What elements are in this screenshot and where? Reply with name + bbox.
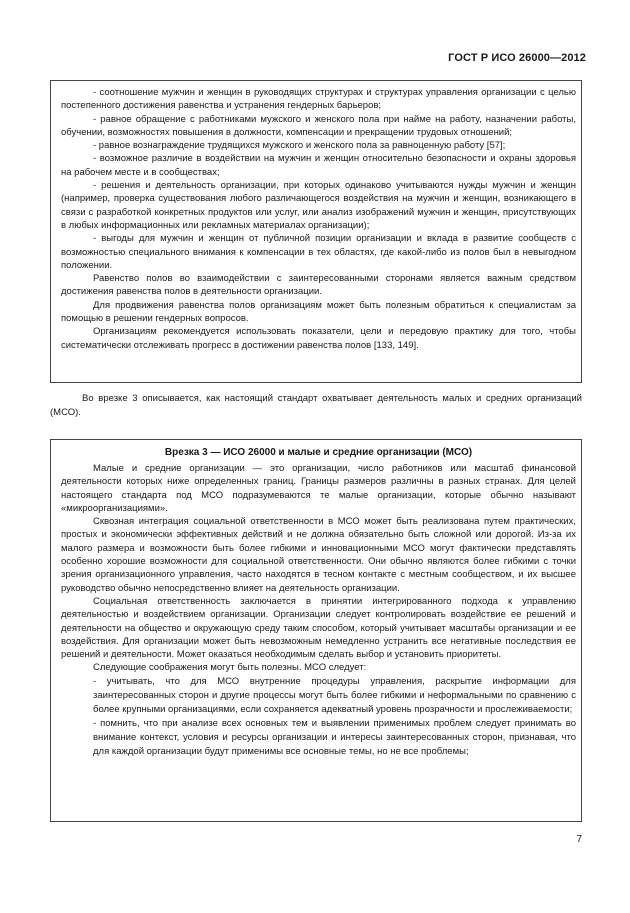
- intro-paragraph: Во врезке 3 описывается, как настоящий стандарт охватывает деятельность малых и средних организаций (МСО).: [50, 393, 582, 418]
- document-header: ГОСТ Р ИСО 26000—2012: [448, 52, 586, 64]
- box1-paragraph: Для продвижения равенства полов организациям может быть полезным обратиться к специалистам за помощью в решении гендерных вопросов.: [61, 299, 576, 325]
- box3-paragraph: Следующие соображения могут быть полезны. МСО следует:: [93, 662, 367, 674]
- box1-paragraph: - равное вознаграждение трудящихся мужского и женского пола за равноценную работу [57];: [93, 140, 506, 152]
- box3-sme: [50, 439, 582, 822]
- box3-title: Врезка 3 — ИСО 26000 и малые и средние организации (МСО): [164, 447, 473, 458]
- box1-paragraph: - соотношение мужчин и женщин в руководящих структурах и структурах управления организации с целью постепенного достижения равенства и устранения гендерных барьеров;: [61, 87, 576, 112]
- box1-paragraph: - выгоды для мужчин и женщин от публичной позиции организации и вклада в развитие сообществ с возможностью специального внимания к компенсации в тех областях, где какой-либо из полов был в невыгодном положении.: [61, 233, 576, 271]
- box3-list-item: - учитывать, что для МСО внутренние процедуры управления, раскрытие информации для заинтересованных сторон и другие процессы могут быть более гибкими и неформальными по сравнению с более крупными организациями, если сохраняется адекватный уровень прозрачности и прослеживаемости;: [93, 675, 576, 715]
- box1-paragraph: Равенство полов во взаимодействии с заинтересованными сторонами является важным средством достижения равенства полов в деятельности организации.: [61, 273, 576, 298]
- page-number: 7: [576, 834, 582, 845]
- gender-equality-box: [50, 80, 582, 383]
- box1-paragraph: Организациям рекомендуется использовать показатели, цели и передовую практику для того, чтобы систематически отслеживать прогресс в достижении равенства полов [133, 149].: [61, 326, 576, 351]
- box1-paragraph: - равное обращение с работниками мужского и женского пола при найме на работу, назначении работы, обучении, возможностях повышения в должности, компенсации и прекращении трудовых отношений;: [61, 113, 576, 138]
- box3-paragraph: Малые и средние организации — это организации, число работников или масштаб финансовой деятельности которых ниже определенных границ. Границы размеров различны в разных странах. Для целей настоящего стандарта под МСО подразумеваются те малые организации, которые обычно называют «микроорганизациями».: [61, 463, 576, 514]
- box1-paragraph: - возможное различие в воздействии на мужчин и женщин относительно безопасности и охраны здоровья на рабочем месте и в сообществах;: [61, 153, 576, 178]
- box1-paragraph: - решения и деятельность организации, при которых одинаково учитываются нужды мужчин и женщин (например, проверка существования любого различающегося воздействия на мужчин и женщин, возникающего в связи с разработкой конкретных продуктов или услуг, или анализ изображений мужчин и женщин, присутствующих в любых информационных или рекламных материалах организации);: [61, 180, 576, 231]
- box3-list-item: - помнить, что при анализе всех основных тем и выявлении применимых проблем следует принимать во внимание контекст, условия и ресурсы организации и интересы заинтересованных сторон, признавая, что для каждой организации будут применимы все основные темы, но не все проблемы;: [93, 717, 576, 757]
- box3-paragraph: Сквозная интеграция социальной ответственности в МСО может быть реализована путем практических, простых и экономически эффективных действий и не должна обязательно быть сложной или дорогой. Из-за их малого размера и возможности быть более гибкими и инновационными МСО могут фактически представлять особенно хорошие возможности для социальной ответственности. Они обычно являются более гибкими с точки зрения организационного управления, часто находятся в тесном контакте с местным сообществом, и их высшее руководство обычно непосредственно влияет на деятельность организации.: [61, 516, 576, 594]
- box3-paragraph: Социальная ответственность заключается в принятии интегрированного подхода к управлению деятельностью и воздействием организации. Организации следует контролировать воздействие ее решений и деятельности на общество и окружающую среду таким способом, который учитывает масштабы организации и ее воздействия. Для организации может быть невозможным немедленно устранить все негативные последствия ее решений и деятельности. Может оказаться необходимым сделать выбор и установить приоритеты.: [61, 595, 576, 661]
